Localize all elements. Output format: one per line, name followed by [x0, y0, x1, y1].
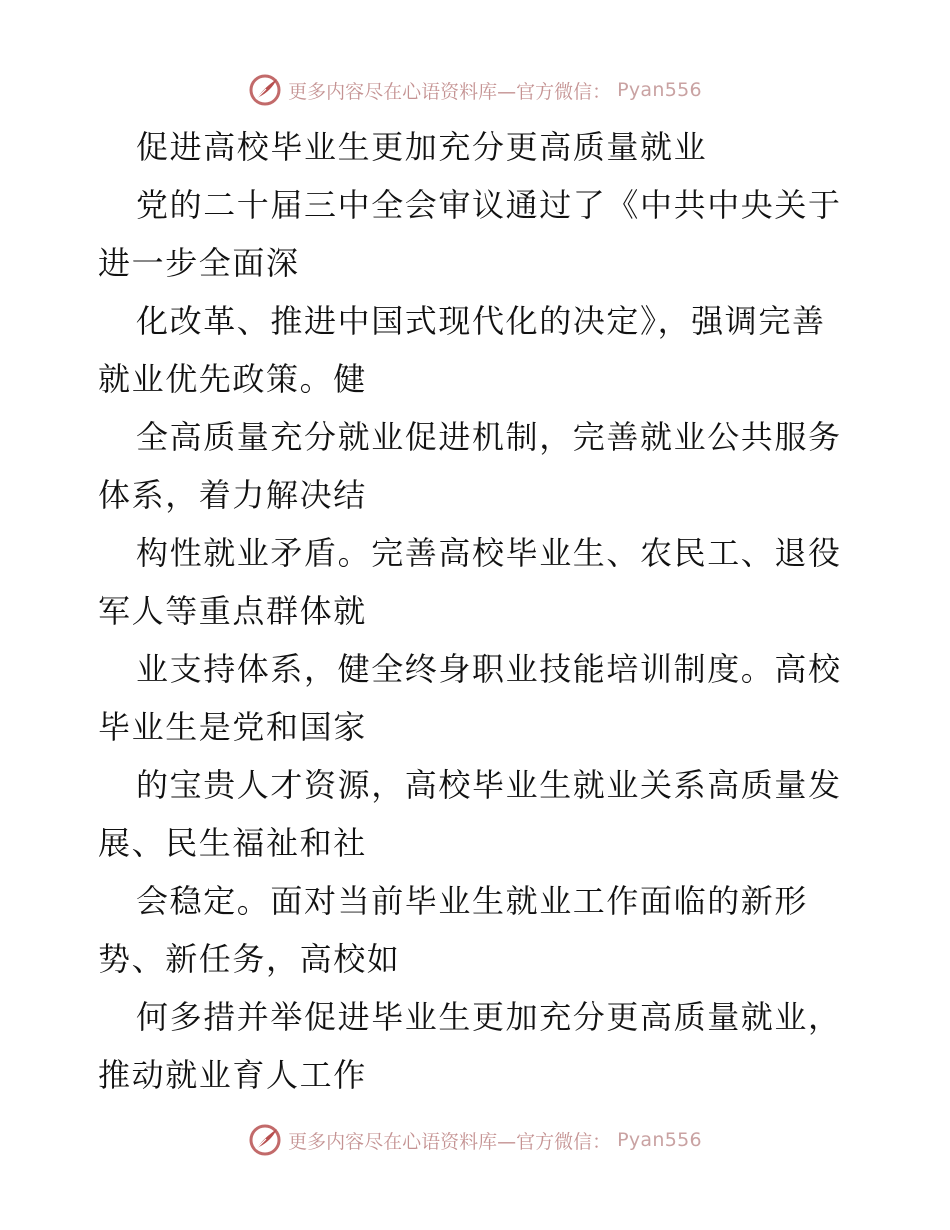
text-line: 的宝贵人才资源，高校毕业生就业关系高质量发: [136, 766, 842, 804]
text-line: 军人等重点群体就: [98, 592, 367, 630]
text-line: 展、民生福祉和社: [98, 824, 367, 862]
text-line: 党的二十届三中全会审议通过了《中共中央关于: [136, 186, 842, 224]
text-line: 会稳定。面对当前毕业生就业工作面临的新形: [136, 882, 809, 920]
text-line: 促进高校毕业生更加充分更高质量就业: [136, 128, 708, 166]
header-watermark: [0, 70, 950, 110]
text-line: 构性就业矛盾。完善高校毕业生、农民工、退役: [136, 534, 842, 572]
text-line: 推动就业育人工作: [98, 1056, 367, 1094]
text-line: 就业优先政策。健: [98, 360, 367, 398]
watermark-wechat-id: Pyan556: [617, 79, 702, 101]
text-line: 进一步全面深: [98, 244, 300, 282]
text-line: 何多措并举促进毕业生更加充分更高质量就业，: [136, 998, 842, 1036]
watermark-text: 更多内容尽在心语资料库—官方微信：: [288, 1130, 612, 1153]
text-line: 体系，着力解决结: [98, 476, 367, 514]
feather-pen-logo-icon: [248, 73, 282, 107]
feather-pen-logo-icon: [248, 1123, 282, 1157]
watermark-wechat-id: Pyan556: [617, 1129, 702, 1151]
text-line: 业支持体系，健全终身职业技能培训制度。高校: [136, 650, 842, 688]
footer-watermark: [0, 1120, 950, 1160]
document-body: [98, 118, 858, 1104]
text-line: 化改革、推进中国式现代化的决定》，强调完善: [136, 302, 826, 340]
text-line: 势、新任务，高校如: [98, 940, 401, 978]
text-line: 全高质量充分就业促进机制，完善就业公共服务: [136, 418, 842, 456]
text-line: 毕业生是党和国家: [98, 708, 367, 746]
watermark-text: 更多内容尽在心语资料库—官方微信：: [288, 80, 612, 103]
